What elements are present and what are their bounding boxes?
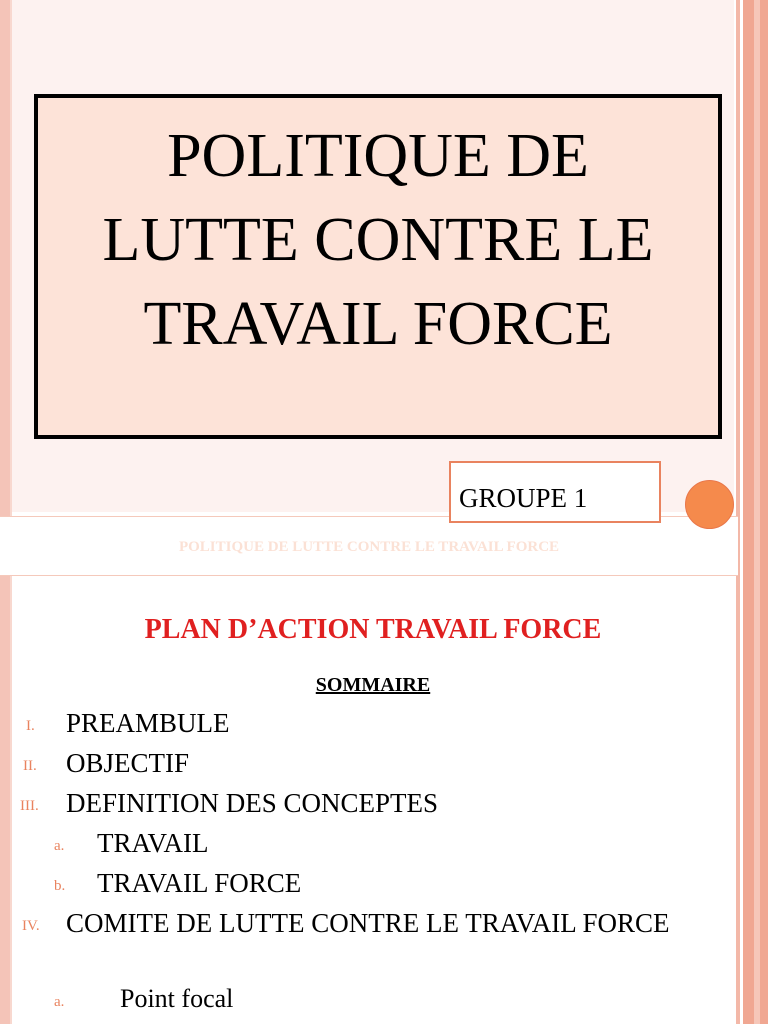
toc-marker-4: IV. [22, 918, 40, 934]
plan-title: PLAN D’ACTION TRAVAIL FORCE [144, 614, 602, 645]
toc-item-comite: COMITE DE LUTTE CONTRE LE TRAVAIL FORCE [66, 908, 670, 938]
toc-marker-1: I. [26, 718, 35, 734]
left-decor-stripe [0, 0, 10, 512]
title-box [34, 94, 722, 439]
toc-item-preambule: PREAMBULE [66, 708, 230, 738]
toc-marker-4a: a. [54, 994, 65, 1010]
orange-circle-decor [685, 480, 734, 529]
subtitle-text: GROUPE 1 [459, 483, 588, 513]
subtitle-box [449, 461, 661, 523]
toc-item-objectif: OBJECTIF [66, 748, 190, 778]
toc-marker-3a: a. [54, 838, 65, 854]
right-decor-stripes [734, 0, 768, 512]
right-decor-stripes-2 [734, 512, 768, 1024]
title-line-3: TRAVAIL FORCE [143, 290, 613, 358]
left-decor-stripe-2 [0, 512, 10, 1024]
toc-marker-3b: b. [54, 878, 66, 894]
toc-item-travail: TRAVAIL [97, 828, 209, 858]
title-line-2: LUTTE CONTRE LE [102, 206, 654, 274]
toc-item-definition: DEFINITION DES CONCEPTES [66, 788, 439, 818]
toc-item-travail-force: TRAVAIL FORCE [97, 868, 302, 898]
toc-item-point-focal: Point focal [120, 984, 234, 1013]
toc-marker-2: II. [23, 758, 37, 774]
toc-marker-3: III. [20, 798, 39, 814]
title-line-1: POLITIQUE DE [167, 122, 589, 190]
header-band [0, 516, 738, 576]
header-band-text: POLITIQUE DE LUTTE CONTRE LE TRAVAIL FORCE [178, 539, 560, 555]
sommaire-heading: SOMMAIRE [315, 674, 431, 696]
slide-title [38, 98, 718, 366]
